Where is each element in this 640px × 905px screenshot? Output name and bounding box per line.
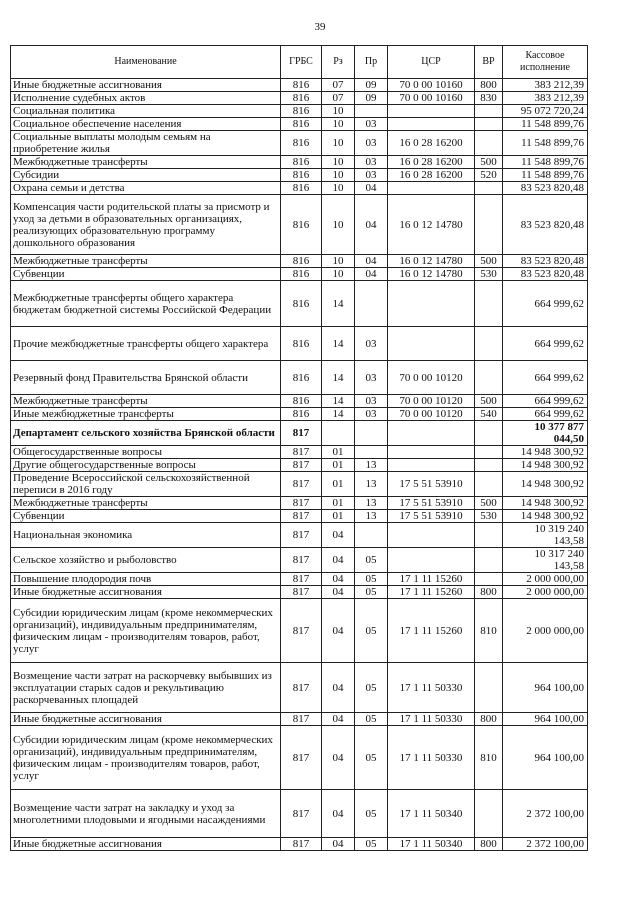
cell-vr [475,573,503,586]
cell-grbs: 817 [281,713,322,726]
cell-name: Возмещение части затрат на раскорчевку выбывших из эксплуатации старых садов и рекультивацию раскорчеванных площадей [11,663,281,713]
table-row [11,421,588,446]
table-row [11,268,588,281]
cell-grbs: 817 [281,446,322,459]
cell-name: Повышение плодородия почв [11,573,281,586]
cell-name: Иные межбюджетные трансферты [11,408,281,421]
cell-pr: 05 [355,573,388,586]
table-header-row [11,46,588,79]
table-row [11,573,588,586]
cell-grbs: 817 [281,510,322,523]
cell-amount: 14 948 300,92 [503,510,588,523]
cell-amount: 383 212,39 [503,92,588,105]
table-body [11,79,588,851]
table-row [11,472,588,497]
cell-name: Охрана семьи и детства [11,182,281,195]
table-row [11,131,588,156]
table-row [11,327,588,361]
cell-name: Иные бюджетные ассигнования [11,713,281,726]
cell-csr [388,523,475,548]
table-row [11,79,588,92]
cell-name: Исполнение судебных актов [11,92,281,105]
cell-vr [475,118,503,131]
cell-rz: 14 [322,395,355,408]
cell-csr: 17 1 11 50330 [388,713,475,726]
cell-amount: 83 523 820,48 [503,268,588,281]
cell-vr: 500 [475,497,503,510]
cell-rz: 04 [322,713,355,726]
cell-pr: 04 [355,195,388,255]
cell-grbs: 817 [281,838,322,851]
cell-name: Субвенции [11,510,281,523]
cell-amount: 964 100,00 [503,663,588,713]
cell-vr [475,548,503,573]
cell-name: Иные бюджетные ассигнования [11,79,281,92]
cell-pr: 13 [355,459,388,472]
cell-grbs: 816 [281,327,322,361]
cell-amount: 2 000 000,00 [503,599,588,663]
cell-pr: 13 [355,497,388,510]
cell-rz: 14 [322,327,355,361]
budget-table [10,45,588,851]
cell-vr [475,421,503,446]
cell-rz [322,421,355,446]
cell-pr [355,105,388,118]
table-row [11,255,588,268]
cell-pr: 05 [355,726,388,790]
cell-grbs: 816 [281,105,322,118]
column-header-vr: ВР [475,46,503,79]
cell-grbs: 816 [281,118,322,131]
cell-pr: 05 [355,548,388,573]
table-row [11,790,588,838]
cell-csr: 17 1 11 50340 [388,838,475,851]
table-row [11,599,588,663]
cell-pr: 05 [355,713,388,726]
cell-grbs: 816 [281,182,322,195]
cell-pr [355,446,388,459]
column-header-pr: Пр [355,46,388,79]
cell-csr: 70 0 00 10120 [388,395,475,408]
cell-pr [355,281,388,327]
cell-vr [475,446,503,459]
cell-pr: 13 [355,510,388,523]
cell-csr: 17 5 51 53910 [388,472,475,497]
table-row [11,92,588,105]
cell-grbs: 817 [281,586,322,599]
cell-rz: 01 [322,446,355,459]
cell-amount: 664 999,62 [503,395,588,408]
cell-pr [355,523,388,548]
cell-rz: 14 [322,408,355,421]
cell-name: Другие общегосударственные вопросы [11,459,281,472]
cell-amount: 95 072 720,24 [503,105,588,118]
cell-name: Субвенции [11,268,281,281]
cell-vr [475,105,503,118]
cell-amount: 11 548 899,76 [503,169,588,182]
cell-rz: 04 [322,838,355,851]
cell-name: Социальные выплаты молодым семьям на приобретение жилья [11,131,281,156]
cell-vr [475,663,503,713]
cell-name: Департамент сельского хозяйства Брянской области [11,421,281,446]
cell-rz: 10 [322,268,355,281]
cell-vr [475,361,503,395]
cell-pr: 03 [355,118,388,131]
cell-name: Межбюджетные трансферты [11,255,281,268]
cell-name: Иные бюджетные ассигнования [11,838,281,851]
cell-pr: 09 [355,92,388,105]
cell-amount: 664 999,62 [503,281,588,327]
cell-amount: 664 999,62 [503,408,588,421]
cell-csr: 16 0 28 16200 [388,169,475,182]
table-row [11,838,588,851]
column-header-rz: Рз [322,46,355,79]
cell-rz: 14 [322,361,355,395]
cell-grbs: 816 [281,268,322,281]
cell-vr: 530 [475,268,503,281]
cell-csr [388,281,475,327]
cell-pr: 03 [355,169,388,182]
cell-grbs: 817 [281,599,322,663]
cell-amount: 964 100,00 [503,726,588,790]
cell-csr: 70 0 00 10160 [388,92,475,105]
cell-csr [388,459,475,472]
cell-grbs: 817 [281,790,322,838]
cell-csr: 16 0 12 14780 [388,268,475,281]
cell-grbs: 816 [281,169,322,182]
table-row [11,726,588,790]
cell-rz: 04 [322,663,355,713]
cell-name: Социальное обеспечение населения [11,118,281,131]
cell-amount: 2 372 100,00 [503,838,588,851]
cell-rz: 04 [322,586,355,599]
cell-name: Проведение Всероссийской сельскохозяйственной переписи в 2016 году [11,472,281,497]
cell-amount: 10 319 240 143,58 [503,523,588,548]
table-row [11,281,588,327]
cell-csr: 17 1 11 50340 [388,790,475,838]
cell-rz: 10 [322,118,355,131]
cell-pr [355,421,388,446]
cell-name: Резервный фонд Правительства Брянской области [11,361,281,395]
cell-name: Межбюджетные трансферты [11,497,281,510]
cell-vr: 810 [475,726,503,790]
cell-rz: 04 [322,599,355,663]
cell-name: Компенсация части родительской платы за присмотр и уход за детьми в образовательных организациях, реализующих образовательную программу дошкольного образования [11,195,281,255]
cell-vr: 800 [475,79,503,92]
cell-csr: 17 1 11 50330 [388,663,475,713]
table-row [11,459,588,472]
cell-rz: 01 [322,497,355,510]
cell-name: Сельское хозяйство и рыболовство [11,548,281,573]
cell-rz: 01 [322,459,355,472]
cell-rz: 07 [322,92,355,105]
table-row [11,195,588,255]
cell-csr [388,118,475,131]
cell-amount: 11 548 899,76 [503,156,588,169]
cell-csr: 16 0 28 16200 [388,156,475,169]
column-header-amount: Кассовое исполнение [503,46,588,79]
cell-name: Межбюджетные трансферты [11,156,281,169]
cell-rz: 14 [322,281,355,327]
cell-pr: 04 [355,268,388,281]
cell-amount: 383 212,39 [503,79,588,92]
cell-amount: 14 948 300,92 [503,497,588,510]
column-header-grbs: ГРБС [281,46,322,79]
page-number: 39 [314,21,326,33]
cell-name: Общегосударственные вопросы [11,446,281,459]
cell-csr: 70 0 00 10120 [388,361,475,395]
cell-name: Межбюджетные трансферты [11,395,281,408]
cell-rz: 10 [322,182,355,195]
cell-csr: 17 5 51 53910 [388,510,475,523]
cell-name: Национальная экономика [11,523,281,548]
cell-vr [475,790,503,838]
cell-vr [475,131,503,156]
table-row [11,548,588,573]
cell-rz: 10 [322,169,355,182]
cell-grbs: 817 [281,421,322,446]
cell-amount: 2 000 000,00 [503,573,588,586]
table-row [11,497,588,510]
cell-rz: 04 [322,573,355,586]
cell-pr: 05 [355,790,388,838]
table-row [11,118,588,131]
cell-pr: 03 [355,156,388,169]
cell-amount: 664 999,62 [503,327,588,361]
cell-amount: 11 548 899,76 [503,118,588,131]
cell-vr [475,182,503,195]
cell-amount: 2 372 100,00 [503,790,588,838]
cell-csr [388,182,475,195]
cell-csr: 17 5 51 53910 [388,497,475,510]
cell-grbs: 817 [281,497,322,510]
cell-grbs: 816 [281,361,322,395]
cell-amount: 83 523 820,48 [503,182,588,195]
cell-grbs: 816 [281,131,322,156]
cell-pr: 04 [355,255,388,268]
cell-rz: 10 [322,131,355,156]
cell-grbs: 817 [281,523,322,548]
table-row [11,663,588,713]
cell-amount: 14 948 300,92 [503,459,588,472]
table-row [11,182,588,195]
cell-vr: 500 [475,255,503,268]
cell-grbs: 817 [281,459,322,472]
cell-csr: 16 0 12 14780 [388,255,475,268]
cell-vr: 500 [475,156,503,169]
table-row [11,395,588,408]
cell-rz: 04 [322,726,355,790]
cell-amount: 11 548 899,76 [503,131,588,156]
cell-vr: 800 [475,713,503,726]
cell-name: Прочие межбюджетные трансферты общего характера [11,327,281,361]
cell-vr: 540 [475,408,503,421]
cell-pr: 05 [355,663,388,713]
cell-vr: 500 [475,395,503,408]
cell-amount: 83 523 820,48 [503,195,588,255]
cell-rz: 04 [322,790,355,838]
cell-rz: 01 [322,510,355,523]
cell-grbs: 816 [281,281,322,327]
cell-pr: 03 [355,327,388,361]
table-row [11,713,588,726]
cell-rz: 10 [322,255,355,268]
cell-pr: 09 [355,79,388,92]
cell-csr [388,327,475,361]
table-row [11,156,588,169]
table-row [11,510,588,523]
cell-vr: 530 [475,510,503,523]
cell-pr: 05 [355,586,388,599]
cell-grbs: 817 [281,548,322,573]
cell-csr: 17 1 11 15260 [388,599,475,663]
cell-amount: 664 999,62 [503,361,588,395]
table-row [11,105,588,118]
cell-grbs: 817 [281,573,322,586]
cell-csr: 70 0 00 10120 [388,408,475,421]
cell-vr: 520 [475,169,503,182]
cell-grbs: 817 [281,663,322,713]
cell-csr: 17 1 11 15260 [388,586,475,599]
cell-amount: 2 000 000,00 [503,586,588,599]
table-row [11,523,588,548]
cell-amount: 10 317 240 143,58 [503,548,588,573]
cell-name: Субсидии юридическим лицам (кроме некоммерческих организаций), индивидуальным предпринимателям, физическим лицам - производителям товаров, работ, услуг [11,726,281,790]
cell-grbs: 816 [281,255,322,268]
cell-name: Возмещение части затрат на закладку и уход за многолетними плодовыми и ягодными насаждениями [11,790,281,838]
cell-pr: 05 [355,838,388,851]
cell-vr [475,472,503,497]
cell-vr [475,523,503,548]
cell-csr: 17 1 11 50330 [388,726,475,790]
cell-amount: 14 948 300,92 [503,472,588,497]
cell-grbs: 817 [281,472,322,497]
cell-pr: 13 [355,472,388,497]
cell-pr: 05 [355,599,388,663]
cell-rz: 10 [322,195,355,255]
cell-amount: 964 100,00 [503,713,588,726]
cell-csr [388,105,475,118]
cell-rz: 07 [322,79,355,92]
table-row [11,586,588,599]
cell-rz: 04 [322,523,355,548]
cell-grbs: 816 [281,408,322,421]
cell-rz: 10 [322,105,355,118]
cell-name: Иные бюджетные ассигнования [11,586,281,599]
cell-vr [475,281,503,327]
cell-grbs: 816 [281,195,322,255]
cell-pr: 03 [355,361,388,395]
cell-name: Межбюджетные трансферты общего характера бюджетам бюджетной системы Российской Федерации [11,281,281,327]
cell-csr [388,446,475,459]
cell-vr: 800 [475,838,503,851]
cell-vr [475,195,503,255]
cell-name: Субсидии юридическим лицам (кроме некоммерческих организаций), индивидуальным предпринимателям, физическим лицам - производителям товаров, работ, услуг [11,599,281,663]
cell-grbs: 817 [281,726,322,790]
table-row [11,408,588,421]
cell-amount: 14 948 300,92 [503,446,588,459]
cell-csr: 16 0 12 14780 [388,195,475,255]
cell-grbs: 816 [281,395,322,408]
cell-pr: 03 [355,408,388,421]
cell-csr [388,548,475,573]
column-header-name: Наименование [11,46,281,79]
cell-csr [388,421,475,446]
cell-csr: 17 1 11 15260 [388,573,475,586]
cell-grbs: 816 [281,156,322,169]
column-header-csr: ЦСР [388,46,475,79]
cell-name: Субсидии [11,169,281,182]
cell-grbs: 816 [281,92,322,105]
table-row [11,361,588,395]
cell-grbs: 816 [281,79,322,92]
cell-amount: 10 377 877 044,50 [503,421,588,446]
cell-name: Социальная политика [11,105,281,118]
cell-vr: 830 [475,92,503,105]
cell-csr: 70 0 00 10160 [388,79,475,92]
cell-rz: 10 [322,156,355,169]
cell-vr [475,459,503,472]
cell-vr: 800 [475,586,503,599]
cell-pr: 03 [355,131,388,156]
cell-pr: 03 [355,395,388,408]
cell-vr [475,327,503,361]
cell-rz: 04 [322,548,355,573]
cell-vr: 810 [475,599,503,663]
table-row [11,446,588,459]
table-row [11,169,588,182]
cell-rz: 01 [322,472,355,497]
cell-amount: 83 523 820,48 [503,255,588,268]
cell-pr: 04 [355,182,388,195]
cell-csr: 16 0 28 16200 [388,131,475,156]
